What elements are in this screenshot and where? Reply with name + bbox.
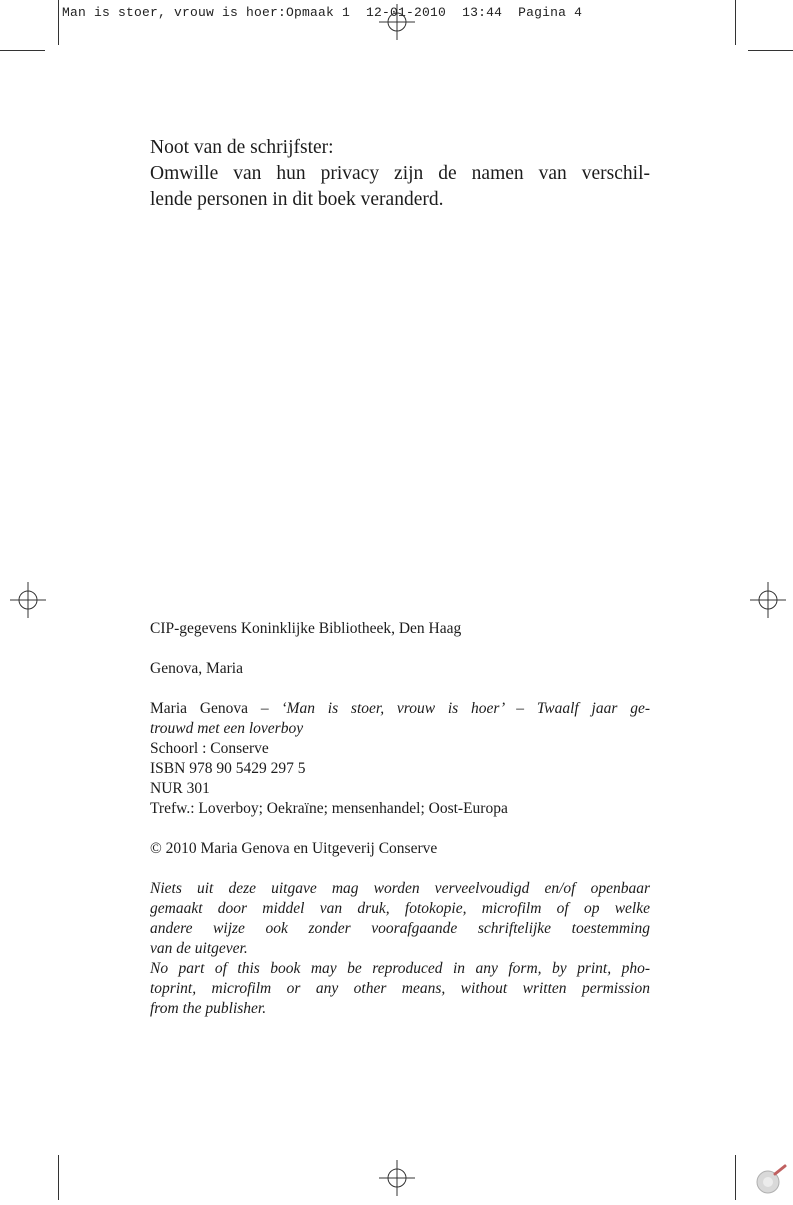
cip-keywords: Trefw.: Loverboy; Oekraïne; mensenhandel; Oost-Europa — [150, 800, 508, 817]
registration-mark-icon — [377, 2, 417, 42]
registration-mark-icon — [748, 580, 788, 620]
registration-mark-icon — [8, 580, 48, 620]
note-line: lende personen in dit boek veranderd. — [150, 189, 444, 210]
crop-mark-icon — [58, 1155, 59, 1200]
author-note — [150, 135, 650, 213]
slug-line: Man is stoer, vrouw is hoer:Opmaak 1 12-01-2010 13:44 Pagina 4 — [62, 5, 583, 20]
cip-isbn: ISBN 978 90 5429 297 5 — [150, 760, 306, 777]
rights-en-line: toprint, microfilm or any other means, without written permission — [150, 980, 650, 997]
rights-nl-line: Niets uit deze uitgave mag worden verveelvoudigd en/of openbaar — [150, 880, 650, 897]
crop-mark-icon — [58, 0, 59, 45]
cip-title: ‘Man is stoer, vrouw is hoer’ – Twaalf jaar ge- — [281, 700, 650, 717]
rights-en-line: No part of this book may be reproduced in any form, by print, pho- — [150, 960, 650, 977]
rights-en-line: from the publisher. — [150, 1000, 267, 1017]
cip-title-author: Maria Genova – — [150, 700, 282, 717]
cip-title-line — [150, 699, 650, 719]
copyright-line: © 2010 Maria Genova en Uitgeverij Conserve — [150, 840, 438, 857]
crop-mark-icon — [735, 0, 736, 45]
cip-title-cont: trouwd met een loverboy — [150, 720, 304, 737]
colophon — [150, 619, 650, 1019]
rights-nl-line: van de uitgever. — [150, 940, 248, 957]
crop-mark-icon — [748, 50, 793, 51]
crop-mark-icon — [0, 50, 45, 51]
registration-mark-icon — [377, 1158, 417, 1198]
note-line: Omwille van hun privacy zijn de namen van verschil- — [150, 163, 650, 184]
note-heading: Noot van de schrijfster: — [150, 137, 334, 158]
watermark-logo-icon — [751, 1160, 791, 1200]
cip-author: Genova, Maria — [150, 660, 243, 677]
crop-mark-icon — [735, 1155, 736, 1200]
cip-publisher: Schoorl : Conserve — [150, 740, 269, 757]
cip-nur: NUR 301 — [150, 780, 210, 797]
rights-nl-line: andere wijze ook zonder voorafgaande schriftelijke toestemming — [150, 920, 650, 937]
cip-heading: CIP-gegevens Koninklijke Bibliotheek, Den Haag — [150, 620, 462, 637]
rights-nl-line: gemaakt door middel van druk, fotokopie, microfilm of op welke — [150, 900, 650, 917]
